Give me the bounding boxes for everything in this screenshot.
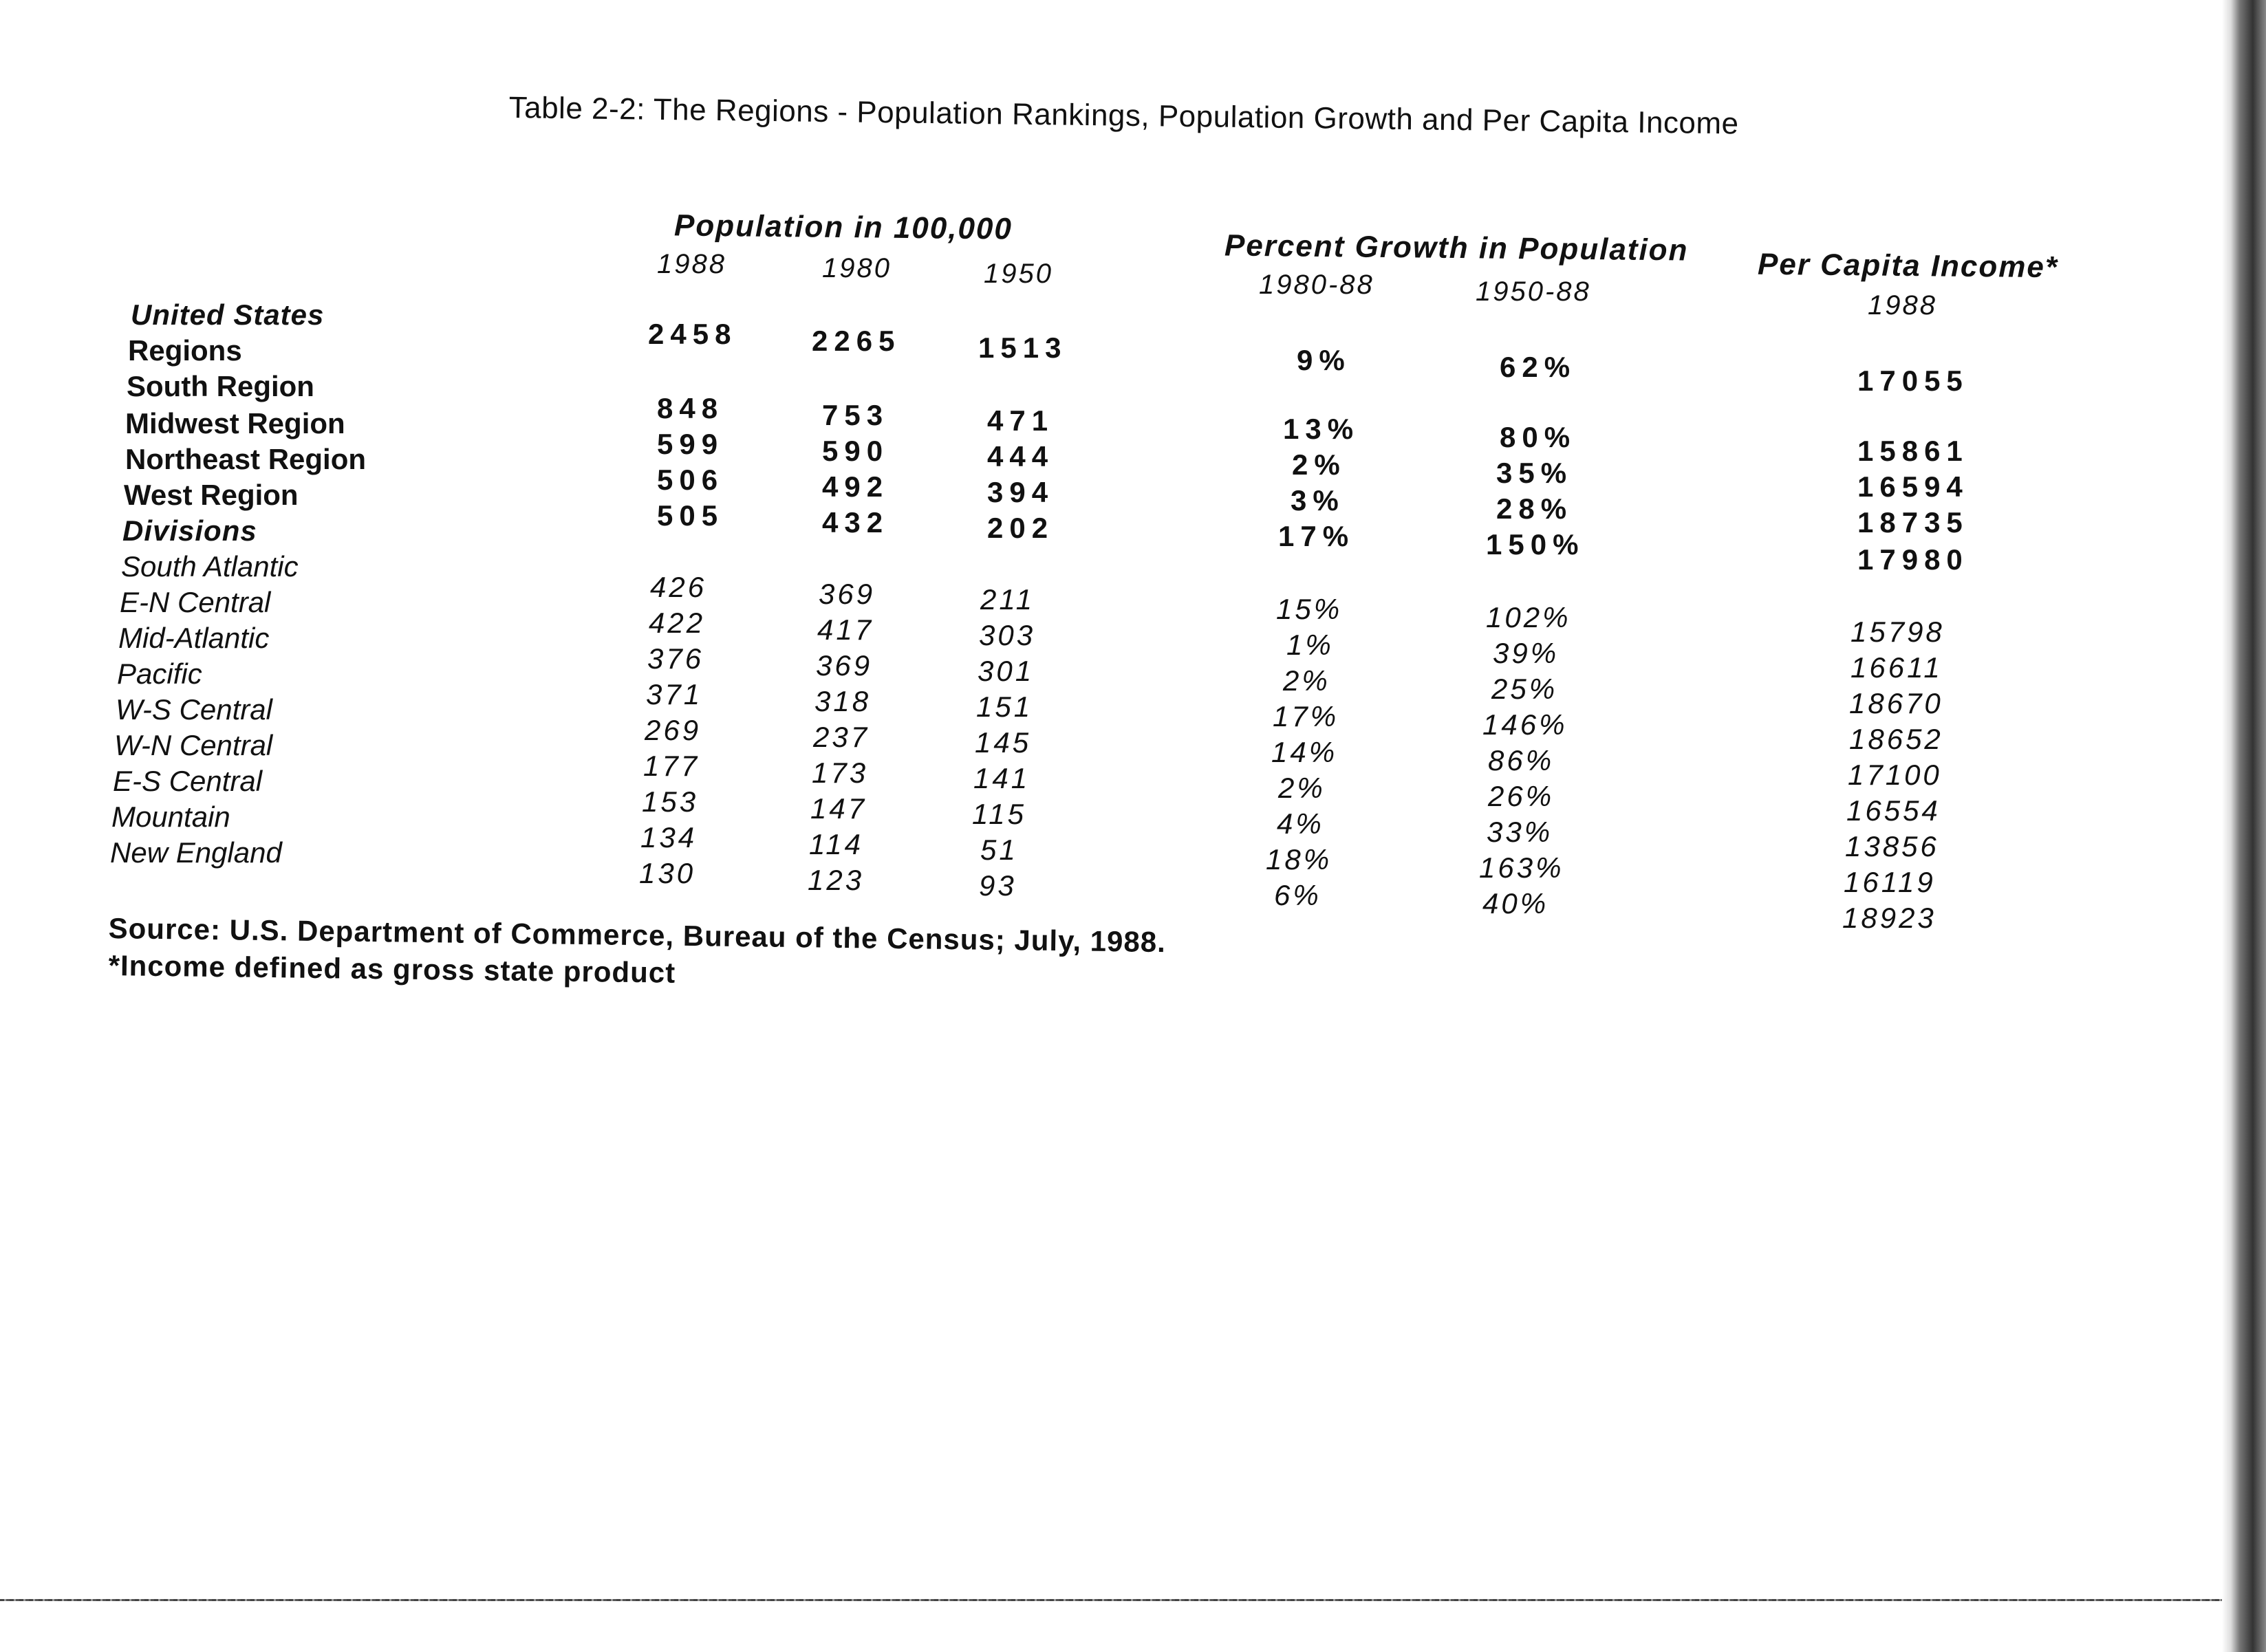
pop-1980-value: 369: [819, 578, 876, 610]
pop-1988-value: 269: [645, 714, 702, 746]
row-label: Regions: [128, 334, 242, 367]
income-value: 16611: [1850, 651, 1943, 684]
pop-1950-value: 301: [978, 655, 1035, 687]
growth-period-1980-88: 1980-88: [1259, 270, 1374, 300]
row-label: W-N Central: [114, 729, 273, 761]
growth-1950-88-value: 33%: [1487, 816, 1553, 848]
pop-1988-value: 505: [657, 499, 724, 532]
pop-1980-value: 2265: [812, 325, 901, 357]
growth-1950-88-value: 40%: [1482, 887, 1549, 920]
income-value: 17055: [1857, 365, 1969, 397]
growth-1980-88-value: 4%: [1277, 807, 1324, 840]
income-value: 18923: [1842, 902, 1936, 934]
income-value: 13856: [1845, 830, 1939, 862]
pop-1950-value: 303: [979, 619, 1036, 651]
growth-1980-88-value: 18%: [1266, 843, 1332, 876]
pop-1980-value: 123: [808, 864, 865, 896]
growth-1950-88-value: 102%: [1486, 601, 1571, 633]
row-label: Pacific: [117, 657, 202, 690]
pop-1950-value: 1513: [978, 332, 1068, 364]
income-value: 16554: [1846, 794, 1941, 827]
row-label: Mid-Atlantic: [118, 622, 270, 654]
growth-1980-88-value: 3%: [1291, 484, 1345, 517]
income-value: 17100: [1848, 759, 1942, 791]
pop-1950-value: 141: [973, 762, 1031, 794]
pop-1980-value: 114: [809, 828, 863, 860]
pop-year-1988: 1988: [657, 249, 726, 279]
pop-1950-value: 151: [976, 691, 1033, 723]
pop-1988-value: 376: [647, 642, 704, 675]
pop-1950-value: 471: [987, 404, 1055, 437]
pop-1980-value: 147: [810, 792, 867, 825]
growth-1950-88-value: 150%: [1486, 528, 1585, 561]
income-value: 16594: [1857, 470, 1969, 503]
pop-1980-value: 318: [814, 685, 872, 717]
pop-1988-value: 177: [643, 750, 700, 782]
growth-1980-88-value: 17%: [1278, 520, 1355, 552]
row-label: South Atlantic: [121, 550, 299, 583]
pop-1950-value: 444: [987, 440, 1055, 472]
growth-1980-88-value: 15%: [1276, 593, 1343, 625]
pop-1988-value: 153: [642, 785, 699, 818]
pop-1950-value: 115: [972, 798, 1026, 830]
growth-1950-88-value: 80%: [1500, 421, 1577, 453]
scan-right-edge: [2222, 0, 2266, 1652]
pop-1980-value: 590: [822, 435, 889, 467]
pop-1980-value: 173: [812, 757, 869, 789]
income-value: 17980: [1857, 543, 1969, 576]
growth-1950-88-value: 28%: [1496, 492, 1573, 525]
growth-1980-88-value: 2%: [1283, 664, 1330, 697]
pop-1988-value: 371: [646, 678, 703, 710]
growth-period-1950-88: 1950-88: [1476, 276, 1591, 307]
scan-bottom-edge: [0, 1599, 2222, 1601]
row-label: Divisions: [122, 514, 257, 547]
pop-1988-value: 130: [639, 857, 696, 889]
growth-1980-88-value: 1%: [1286, 629, 1334, 661]
income-value: 18735: [1857, 506, 1969, 539]
population-header: Population in 100,000: [673, 208, 1013, 246]
row-label: W-S Central: [116, 693, 272, 726]
pop-1988-value: 134: [640, 821, 698, 854]
row-label: West Region: [124, 479, 299, 511]
growth-1950-88-value: 146%: [1482, 708, 1568, 741]
growth-1950-88-value: 35%: [1496, 457, 1573, 489]
income-year: 1988: [1868, 290, 1937, 320]
row-label: South Region: [127, 370, 314, 402]
growth-1950-88-value: 39%: [1493, 637, 1560, 669]
pop-1980-value: 432: [822, 506, 889, 539]
growth-1950-88-value: 25%: [1491, 673, 1558, 705]
pop-year-1950: 1950: [984, 259, 1053, 289]
growth-1980-88-value: 6%: [1274, 879, 1321, 911]
row-label: E-N Central: [120, 586, 271, 618]
pop-1980-value: 369: [816, 649, 873, 682]
income-value: 18652: [1849, 723, 1943, 755]
growth-1980-88-value: 9%: [1297, 344, 1351, 376]
pop-year-1980: 1980: [822, 253, 892, 283]
income-value: 16119: [1844, 866, 1936, 898]
pop-1980-value: 237: [813, 721, 870, 753]
pop-1950-value: 145: [975, 726, 1032, 759]
growth-1950-88-value: 62%: [1500, 351, 1577, 383]
table-title: Table 2-2: The Regions - Population Rankings, Population Growth and Per Capita Income: [508, 91, 1739, 141]
pop-1980-value: 753: [822, 399, 889, 431]
income-header: Per Capita Income*: [1757, 247, 2059, 285]
pop-1988-value: 848: [657, 392, 724, 424]
pop-1988-value: 506: [657, 464, 724, 496]
row-label: United States: [131, 298, 325, 331]
pop-1988-value: 2458: [648, 318, 737, 350]
growth-1980-88-value: 17%: [1273, 700, 1339, 732]
pop-1980-value: 492: [822, 470, 889, 503]
growth-1950-88-value: 26%: [1488, 780, 1555, 812]
income-value: 15861: [1857, 435, 1969, 467]
pop-1988-value: 426: [650, 571, 707, 603]
growth-header: Percent Growth in Population: [1224, 228, 1689, 268]
row-label: Midwest Region: [125, 407, 345, 439]
row-label: E-S Central: [113, 765, 263, 797]
pop-1950-value: 51: [980, 834, 1018, 866]
income-footnote: *Income defined as gross state product: [108, 949, 676, 989]
pop-1988-value: 422: [649, 607, 706, 639]
pop-1980-value: 417: [817, 613, 874, 646]
row-label: Northeast Region: [125, 443, 367, 475]
income-value: 18670: [1849, 687, 1943, 719]
pop-1950-value: 394: [987, 476, 1055, 508]
pop-1950-value: 93: [979, 869, 1017, 902]
row-label: Mountain: [111, 801, 230, 833]
growth-1950-88-value: 163%: [1479, 851, 1564, 884]
pop-1988-value: 599: [657, 428, 724, 460]
growth-1980-88-value: 2%: [1278, 772, 1326, 804]
growth-1980-88-value: 2%: [1292, 448, 1346, 481]
row-label: New England: [110, 836, 282, 869]
pop-1950-value: 202: [987, 512, 1055, 544]
income-value: 15798: [1850, 616, 1945, 648]
growth-1980-88-value: 13%: [1283, 413, 1360, 445]
pop-1950-value: 211: [980, 583, 1035, 616]
growth-1980-88-value: 14%: [1271, 736, 1338, 768]
source-note: Source: U.S. Department of Commerce, Bureau of the Census; July, 1988.: [108, 912, 1167, 959]
growth-1950-88-value: 86%: [1488, 744, 1555, 776]
